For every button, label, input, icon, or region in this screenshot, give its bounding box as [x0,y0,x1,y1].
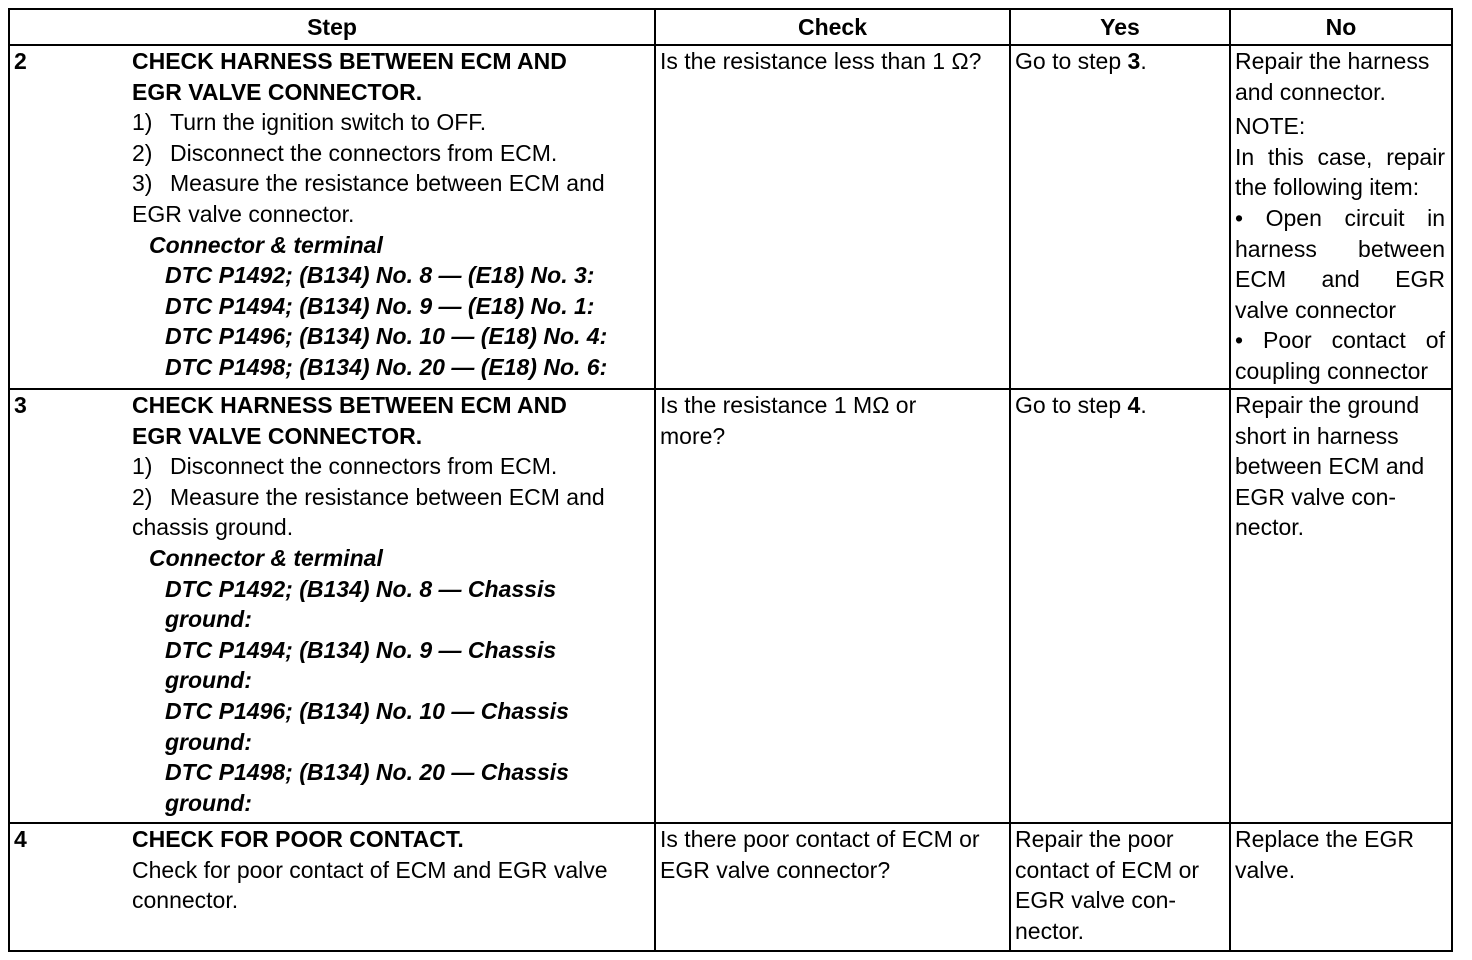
dtc-line: DTC P1494; (B134) No. 9 — (E18) No. 1: [165,292,595,319]
step-title: CHECK HARNESS BETWEEN ECM AND [132,48,567,74]
check-text: EGR valve connector? [660,856,891,883]
step-number: 3 [14,392,27,418]
note-label: NOTE: [1235,113,1306,140]
check-text: Is the resistance 1 MΩ or [660,392,917,418]
yes-text: Go to step 4. [1015,392,1147,418]
yes-text: contact of ECM or [1015,856,1200,883]
connector-terminal-label: Connector & terminal [149,544,383,571]
no-text: Replace the EGR [1235,826,1414,852]
no-text: Repair the ground [1235,392,1420,418]
diagnostic-table [8,8,1453,952]
step-cell [9,45,655,389]
step-body: Check for poor contact of ECM and EGR valve [132,856,608,883]
step-title: EGR VALVE CONNECTOR. [132,78,423,105]
step-cell [9,823,655,951]
check-text: Is there poor contact of ECM or [660,826,980,852]
dtc-line: DTC P1496; (B134) No. 10 — (E18) No. 4: [165,323,608,350]
yes-cell [1010,823,1230,951]
no-text: valve. [1235,856,1296,883]
check-cell [655,45,1010,389]
no-text: and connector. [1235,78,1386,105]
no-text: between ECM and [1235,453,1425,480]
table-row [9,823,1452,951]
sub-step: 3) Measure the resistance between ECM and [132,170,605,197]
bullet-item: • Poor contact of [1235,327,1445,354]
step-title: CHECK FOR POOR CONTACT. [132,826,464,852]
dtc-line: DTC P1498; (B134) No. 20 — Chassis [165,759,569,786]
no-cell [1230,45,1452,389]
header-row [9,9,1452,45]
step-cell [9,389,655,823]
step-title: CHECK HARNESS BETWEEN ECM AND [132,392,567,418]
header-check: Check [655,9,1010,45]
no-cell [1230,389,1452,823]
no-text: short in harness [1235,422,1399,449]
step-title: EGR VALVE CONNECTOR. [132,422,423,449]
dtc-line: ground: [165,728,252,755]
note-text: the following item: [1235,174,1420,201]
note-text: In this case, repair [1235,143,1445,170]
sub-step-continuation: EGR valve connector. [132,200,355,227]
bullet-item: ECM and EGR [1235,266,1445,293]
bullet-item: harness between [1235,235,1445,262]
yes-text: Repair the poor [1015,826,1174,852]
step-number: 2 [14,48,27,74]
sub-step-continuation: chassis ground. [132,514,294,541]
yes-step-ref: 4 [1127,392,1141,418]
bullet-item: valve connector [1235,296,1397,323]
table-row [9,45,1452,389]
yes-cell [1010,389,1230,823]
no-text: EGR valve con- [1235,483,1397,510]
step-body: connector. [132,887,239,914]
dtc-line: DTC P1498; (B134) No. 20 — (E18) No. 6: [165,353,608,380]
dtc-line: DTC P1492; (B134) No. 8 — (E18) No. 3: [165,262,595,289]
connector-terminal-label: Connector & terminal [149,231,383,258]
bullet-item: coupling connector [1235,357,1429,384]
sub-step: 1) Disconnect the connectors from ECM. [132,453,558,480]
header-yes: Yes [1010,9,1230,45]
dtc-line: ground: [165,667,252,694]
table-row [9,389,1452,823]
yes-cell [1010,45,1230,389]
check-text: Is the resistance less than 1 Ω? [660,48,982,74]
yes-step-ref: 3 [1127,48,1141,74]
yes-text: EGR valve con- [1015,887,1177,914]
check-cell [655,389,1010,823]
dtc-line: ground: [165,789,252,816]
no-text: Repair the harness [1235,48,1430,74]
no-cell [1230,823,1452,951]
sub-step: 2) Measure the resistance between ECM and [132,483,605,510]
dtc-line: DTC P1492; (B134) No. 8 — Chassis [165,575,557,602]
dtc-line: DTC P1494; (B134) No. 9 — Chassis [165,636,557,663]
header-no: No [1230,9,1452,45]
dtc-line: ground: [165,606,252,633]
bullet-item: • Open circuit in [1235,204,1445,231]
dtc-line: DTC P1496; (B134) No. 10 — Chassis [165,697,569,724]
sub-step: 2) Disconnect the connectors from ECM. [132,139,558,166]
sub-step: 1) Turn the ignition switch to OFF. [132,109,487,136]
yes-text: nector. [1015,917,1085,944]
yes-text: Go to step 3. [1015,48,1147,74]
check-text: more? [660,422,726,449]
header-step: Step [9,9,655,45]
check-cell [655,823,1010,951]
no-text: nector. [1235,514,1305,541]
step-number: 4 [14,826,27,852]
